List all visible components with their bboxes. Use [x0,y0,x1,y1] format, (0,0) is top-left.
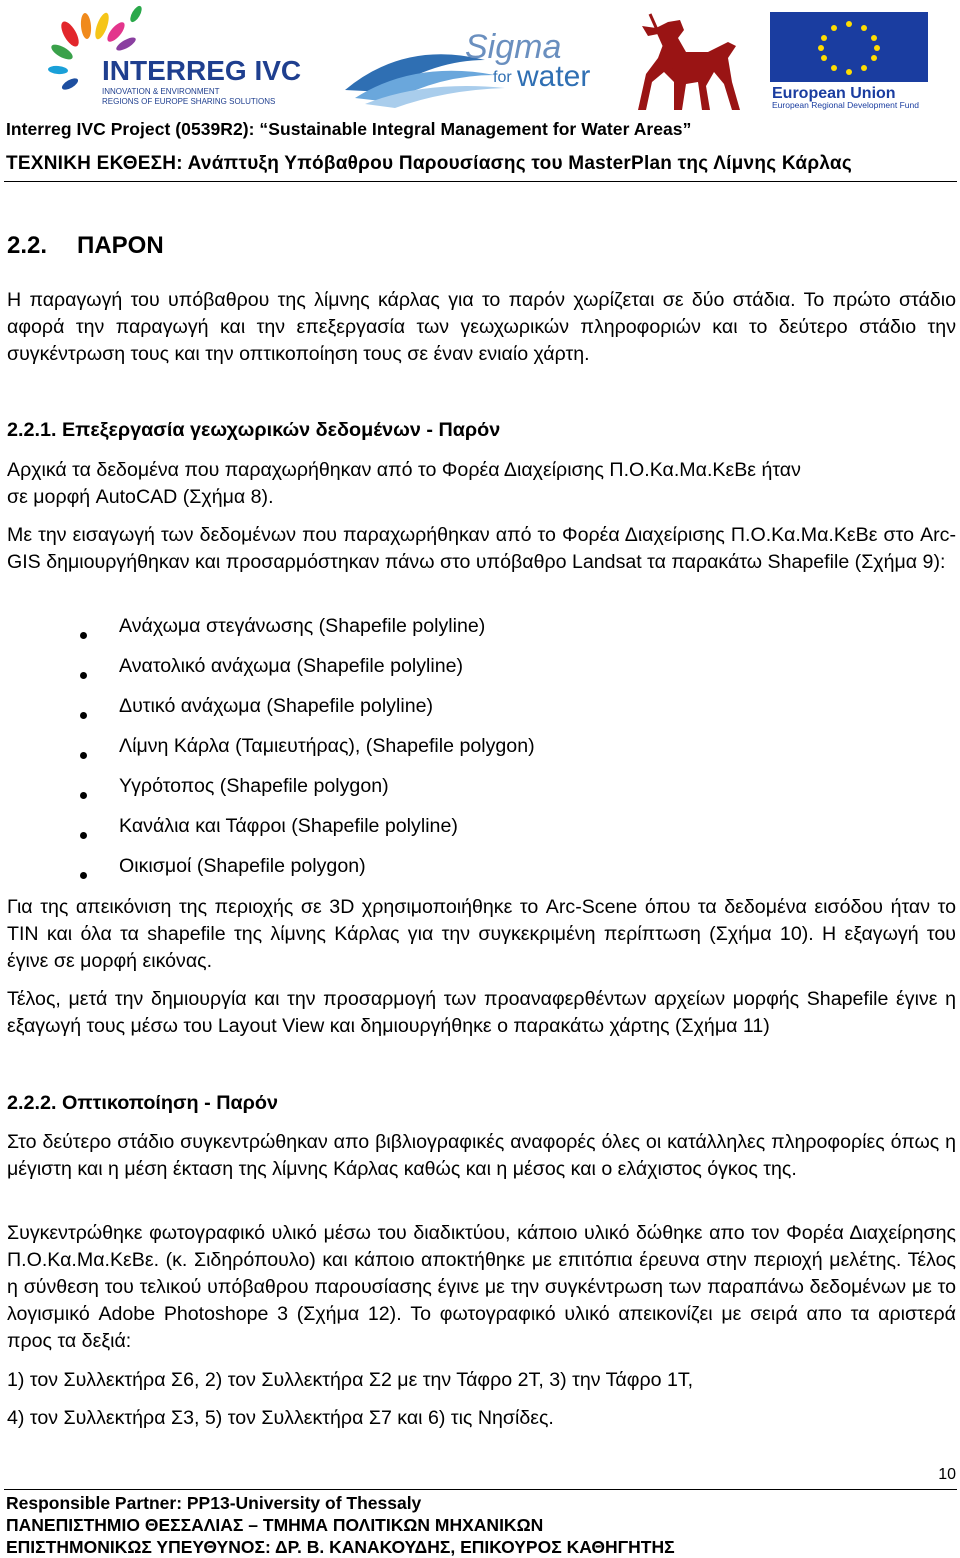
sub2-paragraph-1-block [7,1129,956,1183]
bullet-icon [80,672,87,679]
bullet-icon [80,752,87,759]
sub1-paragraph-3-block [7,894,956,975]
photo-list-line-1: 1) τον Συλλεκτήρα Σ6, 2) τον Συλλεκτήρα Σ2 με την Τάφρο 2Τ, 3) την Τάφρο 1Τ, [7,1369,694,1391]
sub1-paragraph-4: Τέλος, μετά την δημιουργία και την προσαρμογή των προαναφερθέντων αρχείων μορφής Shapefile έγινε η εξαγωγή τους μέσω του Layout View και δημιουργήθηκε ο παρακάτω χάρτης (Σχήμα 11) [7,988,956,1037]
list-item-text: Λίμνη Κάρλα (Ταμιευτήρας), (Shapefile polygon) [119,735,535,757]
sigma-for-water-logo [345,20,600,112]
list-item-text: Ανατολικό ανάχωμα (Shapefile polyline) [119,655,464,677]
interreg-tagline-1: INNOVATION & ENVIRONMENT [102,87,220,96]
eu-wordmark: European Union [772,85,896,102]
page-number: 10 [938,1466,956,1483]
eu-flag-logo [770,12,930,110]
bullet-icon [80,792,87,799]
sub1-paragraph-3: Για της απεικόνιση της περιοχής σε 3D χρησιμοποιήθηκε το Arc-Scene όπου τα δεδομένα εισόδου ήταν το TIN και όλα τα shapefile της λίμνης Κάρλας για την συγκεκριμένη περίπτωση (Σχήμα 10). Η εξαγωγή του έγινε σε μορφή εικόνας. [7,896,956,972]
footer-university: ΠΑΝΕΠΙΣΤΗΜΙΟ ΘΕΣΣΑΛΙΑΣ – ΤΜΗΜΑ ΠΟΛΙΤΙΚΩΝ ΜΗΧΑΝΙΚΩΝ [6,1515,544,1535]
section-intro: Η παραγωγή του υπόβαθρου της λίμνης κάρλας για το παρόν χωρίζεται σε δύο στάδια. Το πρώτο στάδιο αφορά την παραγωγή και την επεξεργασία των γεωχωρικών πληροφοριών και το δεύτερο στάδιο την συγκέντρωση τους και την οπτικοποίηση τους σε έναν ενιαίο χάρτη. [7,289,956,365]
sigma-water-text: water [517,60,591,93]
report-title: ΤΕΧΝΙΚΗ ΕΚΘΕΣΗ: Ανάπτυξη Υπόβαθρου Παρουσίασης του MasterPlan της Λίμνης Κάρλας [6,153,852,174]
bullet-icon [80,632,87,639]
interreg-logo [40,4,310,112]
sub1-paragraph-2-block [7,522,956,576]
section-number: 2.2. [7,232,48,259]
header-divider [4,181,957,182]
list-item-text: Υγρότοπος (Shapefile polygon) [119,775,389,797]
section-intro-block [7,287,956,368]
subsection-heading-2: 2.2.2. Οπτικοποίηση - Παρόν [7,1092,278,1114]
section-heading [7,232,164,260]
photo-list-line-2: 4) τον Συλλεκτήρα Σ3, 5) τον Συλλεκτήρα Σ7 και 6) τις Νησίδες. [7,1407,554,1429]
section-title: ΠΑΡΟΝ [77,232,164,259]
header-logos [0,0,960,118]
project-line: Interreg IVC Project (0539R2): “Sustainable Integral Management for Water Areas” [6,119,692,139]
sub1-paragraph-2: Με την εισαγωγή των δεδομένων που παραχωρήθηκαν από το Φορέα Διαχείρισης Π.Ο.Κα.Μα.ΚεΒε στο Arc-GIS δημιουργήθηκαν και προσαρμόστηκαν πάνω στο υπόβαθρο Landsat τα παρακάτω Shapefile (Σχήμα 9): [7,524,956,573]
interreg-tagline-2: REGIONS OF EUROPE SHARING SOLUTIONS [102,97,276,106]
centaur-logo-icon [628,12,748,112]
list-item-text: Δυτικό ανάχωμα (Shapefile polyline) [119,695,434,717]
sub2-paragraph-2: Συγκεντρώθηκε φωτογραφικό υλικό μέσω του διαδικτύου, κάποιο υλικό δώθηκε απο τον Φορέα Διαχείρησης Π.Ο.Κα.Μα.ΚεΒε. (κ. Σιδηρόπουλο) και κάποιο αποκτήθηκε με επιτόπια έρευνα στην περιοχή μελέτης. Τέλος η σύνθεση του τελικού υπόβαθρου παρουσίασης έγινε με την συγκέντρωση των παραπάνω δεδομένων με το λογισμικό Adobe Photoshope 3 (Σχήμα 12). Το φωτογραφικό υλικό απεικονίζει με σειρά απο τα αριστερά προς τα δεξιά: [7,1222,956,1352]
footer-divider [4,1489,957,1490]
footer-responsible: ΕΠΙΣΤΗΜΟΝΙΚΩΣ ΥΠΕΥΘΥΝΟΣ: ΔΡ. Β. ΚΑΝΑΚΟΥΔΗΣ, ΕΠΙΚΟΥΡΟΣ ΚΑΘΗΓΗΤΗΣ [6,1537,675,1557]
sub1-paragraph-1 [7,457,956,511]
sub2-paragraph-2-block [7,1220,956,1355]
sub2-paragraph-1: Στο δεύτερο στάδιο συγκεντρώθηκαν απο βιβλιογραφικές αναφορές όλες οι κατάλληλες πληροφορίες όπως η μέγιστη και η μέση έκταση της λίμνης Κάρλας καθώς και η μέσος και ο ελάχιστος όγκος της. [7,1131,956,1180]
bullet-icon [80,832,87,839]
eu-fund-text: European Regional Development Fund [772,100,919,110]
sub1-paragraph-4-block [7,986,956,1040]
footer-partner: Responsible Partner: PP13-University of Thessaly [6,1493,422,1513]
sub1-p1-line2: σε μορφή AutoCAD (Σχήμα 8). [7,486,274,508]
sigma-wordmark: Sigma [465,28,562,66]
list-item-text: Οικισμοί (Shapefile polygon) [119,855,366,877]
sub1-p1-line1: Αρχικά τα δεδομένα που παραχωρήθηκαν από το Φορέα Διαχείρισης Π.Ο.Κα.Μα.ΚεΒε ήταν [7,459,801,481]
bullet-icon [80,872,87,879]
list-item-text: Ανάχωμα στεγάνωσης (Shapefile polyline) [119,615,486,637]
interreg-wordmark: INTERREG IVC [102,55,302,86]
sigma-for-text: for [493,69,512,86]
subsection-heading-1: 2.2.1. Επεξεργασία γεωχωρικών δεδομένων - Παρόν [7,419,501,441]
bullet-icon [80,712,87,719]
list-item-text: Κανάλια και Τάφροι (Shapefile polyline) [119,815,458,837]
